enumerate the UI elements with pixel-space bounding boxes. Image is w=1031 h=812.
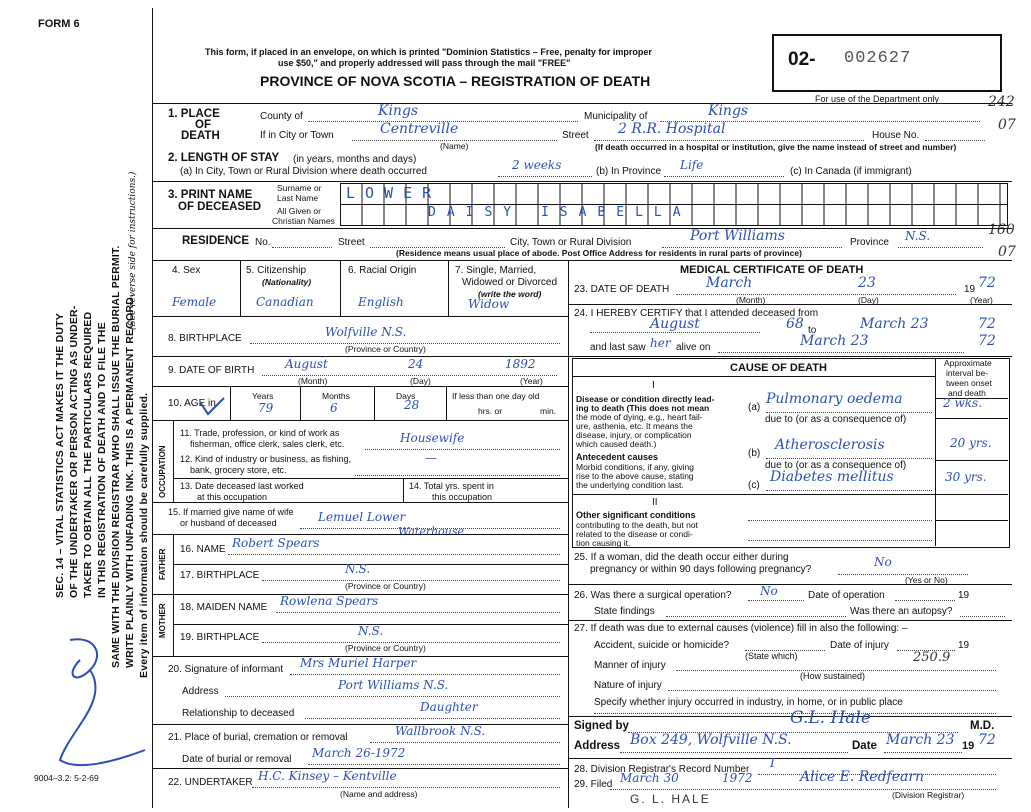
cause-a-label: (a) (748, 402, 761, 413)
death-year: 72 (978, 275, 996, 291)
place-label-3: DEATH (181, 130, 220, 142)
side-instruction-4: IN THIS REGISTRATION OF DEATH AND TO FILE THE (96, 322, 108, 598)
residence-city-label: City, Town or Rural Division (510, 237, 632, 248)
physician-address-label: Address (574, 740, 621, 752)
q17-label: 17. BIRTHPLACE (180, 570, 260, 581)
name-label-1: 3. PRINT NAME (168, 189, 253, 201)
side-instruction-3: TAKER TO OBTAIN ALL THE PARTICULARS REQUIRED (82, 311, 94, 598)
q11a: 11. Trade, profession, or kind of work as (180, 428, 340, 438)
dept-code-1: 242 (988, 94, 1015, 110)
hospital-note: (If death occurred in a hospital or institution, give the name instead of street and number) (595, 142, 957, 152)
dept-code-2: 07 (998, 117, 1016, 133)
other-1: Other significant conditions (576, 510, 696, 520)
direct-5: disease, injury, or complication (576, 430, 692, 440)
q13b: at this occupation (197, 492, 268, 502)
filed-date: March 30 (620, 771, 679, 785)
dob-year: 1892 (505, 357, 536, 371)
interval-label-3: tween onset (946, 378, 992, 388)
spouse-label-2: or husband of deceased (180, 518, 277, 528)
mother-side-label: MOTHER (158, 603, 167, 638)
interval-label-4: and death (948, 388, 986, 398)
name-caption: (Name) (440, 141, 469, 151)
years-label: Years (252, 391, 274, 401)
pen-scribble (50, 630, 160, 780)
surname-value: LOWER (346, 184, 442, 202)
county-label: County of (260, 111, 303, 122)
state-findings: State findings (594, 606, 655, 617)
q28: 28. Division Registrar's Record Number (574, 764, 750, 775)
city-value: Centreville (380, 121, 459, 137)
q13a: 13. Date deceased last worked (180, 481, 304, 491)
burial-place: Wallbrook N.S. (395, 724, 486, 738)
q22-label: 22. UNDERTAKER (168, 777, 253, 788)
side-instruction-8: (See reverse side for instructions.) (128, 171, 138, 330)
months-label: Months (322, 391, 350, 401)
dept-code-4: 07 (998, 244, 1016, 260)
days-label: Days (396, 391, 416, 401)
birthplace-value: Wolfville N.S. (325, 325, 407, 339)
q16-label: 16. NAME (180, 544, 226, 555)
birthplace-label: 8. BIRTHPLACE (168, 333, 242, 344)
residence-no-label: No. (255, 237, 271, 248)
q21-label: 21. Place of burial, cremation or removal (168, 732, 348, 743)
interval-label-1: Approximate (944, 358, 992, 368)
death-year-prefix: 19 (964, 284, 976, 295)
min-label: min. (540, 406, 557, 416)
interval-b: 20 yrs. (950, 436, 992, 450)
dob-label: 9. DATE OF BIRTH (168, 365, 255, 376)
q26-value: No (760, 584, 778, 598)
manner-label: Manner of injury (594, 660, 666, 671)
place-label-2: OF (195, 119, 211, 131)
injury-date-label: Date of injury (830, 640, 889, 651)
stay-b-label: (b) In Province (596, 166, 662, 177)
due-to-2: due to (or as a consequence of) (765, 460, 907, 471)
registrar-caption: (Division Registrar) (892, 790, 965, 800)
side-instruction-6: WRITE PLAINLY WITH UNFADING INK. THIS IS A PERMANENT RECORD. (124, 293, 136, 668)
dob-day-caption: (Day) (410, 376, 431, 386)
q24-label: 24. I HEREBY CERTIFY that I attended deceased from (574, 308, 819, 319)
given-label-2: Christian Names (272, 216, 335, 226)
stamp-code: 250.9 (913, 650, 951, 665)
interval-a: 2 wks. (943, 396, 982, 410)
q14b: this occupation (432, 492, 493, 502)
q14a: 14. Total yrs. spent in (409, 481, 494, 491)
q29: 29. Filed (574, 779, 613, 790)
cause-a: Pulmonary oedema (766, 391, 903, 407)
attend-to-label: to (808, 325, 817, 336)
attend-to-year: 72 (978, 316, 996, 332)
marital-value: Widow (468, 297, 510, 311)
city-label: If in City or Town (260, 130, 334, 141)
due-to-1: due to (or as a consequence of) (765, 414, 907, 425)
antecedent-2: Morbid conditions, if any, giving (576, 462, 694, 472)
surname-label-1: Surname or (277, 183, 322, 193)
yes-no-caption: (Yes or No) (905, 575, 948, 585)
op-year: 19 (958, 590, 970, 601)
municipality-label: Municipality of (584, 111, 648, 122)
direct-3: the mode of dying, e.g., heart fail- (576, 412, 703, 422)
q25-value: No (874, 555, 892, 569)
county-value: Kings (378, 103, 419, 119)
q27: 27. If death was due to external causes (violence) fill in also the following: – (574, 623, 908, 634)
q12a: 12. Kind of industry or business, as fishing, (180, 454, 352, 464)
stay-a-value: 2 weeks (512, 158, 562, 172)
registrar-signature: Alice E. Redfearn (800, 769, 925, 785)
antecedent-4: the underlying condition last. (576, 480, 684, 490)
q17-caption: (Province or Country) (345, 581, 426, 591)
q20-label: 20. Signature of informant (168, 664, 284, 675)
interval-c: 30 yrs. (945, 470, 987, 484)
informant-address: Port Williams N.S. (338, 678, 449, 692)
residence-province-value: N.S. (905, 229, 931, 243)
cause-c-label: (c) (748, 480, 760, 491)
given-value: DAISY ISABELLA (428, 205, 692, 220)
printed-physician-name: G. L. HALE (630, 792, 711, 806)
signed-by-label: Signed by (574, 720, 629, 732)
last-saw-pronoun: her (650, 336, 671, 350)
cause-c: Diabetes mellitus (770, 469, 894, 485)
q19-caption: (Province or Country) (345, 643, 426, 653)
nature-label: Nature of injury (594, 680, 662, 691)
sign-date-year-prefix: 19 (962, 740, 975, 752)
physician-signature: G.L. Hale (790, 708, 871, 728)
reg-number: 002627 (844, 49, 912, 68)
sign-date-year: 72 (978, 732, 996, 748)
street-label: Street (562, 130, 589, 141)
stay-b-value: Life (680, 158, 704, 172)
dob-day: 24 (408, 357, 424, 371)
q26: 26. Was there a surgical operation? (574, 590, 732, 601)
q18-label: 18. MAIDEN NAME (180, 602, 268, 613)
q19-label: 19. BIRTHPLACE (180, 632, 260, 643)
racial-value: English (358, 295, 404, 309)
death-day: 23 (858, 275, 876, 291)
attend-from-year: 68 (786, 316, 804, 332)
direct-4: ure, asthenia, etc. It means the (576, 421, 693, 431)
sign-date: March 23 (886, 732, 955, 748)
stay-sub: (in years, months and days) (293, 154, 417, 165)
filed-year: 1972 (722, 771, 753, 785)
residence-province-label: Province (850, 237, 889, 248)
sex-value: Female (172, 295, 217, 309)
op-date-label: Date of operation (808, 590, 885, 601)
spouse-label-1: 15. If married give name of wife (168, 507, 294, 517)
side-instruction-7: Every item of information should be carefully supplied. (138, 392, 150, 678)
q23-label: 23. DATE OF DEATH (574, 284, 670, 295)
attend-from: August (650, 316, 700, 332)
stay-a-label: (a) In City, Town or Rural Division where death occurred (180, 166, 427, 177)
municipality-value: Kings (708, 103, 749, 119)
antecedent-1: Antecedent causes (576, 452, 659, 462)
residence-street-label: Street (338, 237, 365, 248)
hrs-label: hrs. or (478, 406, 503, 416)
death-year-caption: (Year) (970, 295, 993, 305)
direct-1: Disease or condition directly lead- (576, 394, 715, 404)
citizenship-label: 5. Citizenship (246, 265, 307, 276)
antecedent-3: rise to the above cause, stating (576, 471, 694, 481)
relationship-value: Daughter (420, 700, 478, 714)
section-ii: II (652, 497, 658, 508)
cause-b: Atherosclerosis (775, 437, 885, 453)
informant-signature: Mrs Muriel Harper (300, 656, 417, 670)
cause-b-label: (b) (748, 448, 761, 459)
residence-label: RESIDENCE (182, 235, 250, 247)
relationship-label: Relationship to deceased (182, 708, 295, 719)
direct-2: ing to death (This does not mean (576, 403, 710, 413)
q17-value: N.S. (345, 562, 371, 576)
q28-value: I (770, 756, 775, 770)
page-title: PROVINCE OF NOVA SCOTIA – REGISTRATION OF DEATH (260, 73, 651, 89)
other-3: related to the disease or condi- (576, 529, 693, 539)
father-side-label: FATHER (158, 548, 167, 580)
undertaker-caption: (Name and address) (340, 789, 418, 799)
other-2: contributing to the death, but not (576, 520, 698, 530)
occupation-side-label: OCCUPATION (158, 445, 167, 498)
q25a: 25. If a woman, did the death occur either during (574, 552, 789, 563)
sex-label: 4. Sex (172, 265, 201, 276)
given-label-1: All Given or (277, 206, 321, 216)
house-label: House No. (872, 130, 920, 141)
age-label: 10. AGE in (168, 398, 216, 409)
last-saw-label: and last saw (590, 342, 646, 353)
side-instruction-1: SEC. 14 – VITAL STATISTICS ACT MAKES IT THE DUTY (54, 313, 66, 598)
injury-year: 19 (958, 640, 970, 651)
form-id: FORM 6 (38, 18, 80, 30)
dob-year-caption: (Year) (520, 376, 543, 386)
street-value: 2 R.R. Hospital (618, 121, 726, 137)
dob-month-caption: (Month) (298, 376, 328, 386)
undertaker-value: H.C. Kinsey – Kentville (258, 769, 397, 783)
attend-to: March 23 (860, 316, 929, 332)
state-which: (State which) (745, 651, 798, 661)
q12b: bank, grocery store, etc. (190, 465, 287, 475)
age-years: 79 (258, 401, 274, 415)
less-day-label: If less than one day old (452, 391, 540, 401)
registration-number-box (772, 34, 1002, 92)
sign-date-label: Date (852, 740, 877, 752)
q12-value: — (425, 451, 437, 465)
residence-note: (Residence means usual place of abode. Post Office Address for residents in rural parts of province) (396, 248, 802, 258)
death-day-caption: (Day) (858, 295, 879, 305)
mail-notice-2: use $50," and properly addressed will pass through the mail "FREE" (278, 58, 571, 68)
physician-address: Box 249, Wolfville N.S. (630, 732, 792, 748)
checkmark-icon (198, 396, 228, 418)
burial-date-label: Date of burial or removal (182, 754, 292, 765)
stay-c-label: (c) In Canada (if immigrant) (790, 166, 912, 177)
direct-6: which caused death.) (576, 439, 657, 449)
citizenship-value: Canadian (256, 295, 314, 309)
name-label-2: OF DECEASED (178, 201, 262, 213)
death-month-caption: (Month) (736, 295, 766, 305)
cause-title: CAUSE OF DEATH (730, 362, 827, 374)
burial-date: March 26-1972 (312, 746, 406, 760)
dept-use-label: For use of the Department only (815, 94, 940, 104)
q16-value: Robert Spears (232, 536, 320, 550)
form-code: 9004–3.2: 5-2-69 (34, 773, 99, 783)
nationality-caption: (Nationality) (262, 277, 312, 287)
death-month: March (706, 275, 753, 291)
medical-title: MEDICAL CERTIFICATE OF DEATH (680, 264, 864, 276)
other-4: tion causing it. (576, 538, 631, 548)
dept-code-3: 160 (988, 222, 1015, 238)
marital-label-1: 7. Single, Married, (455, 265, 537, 276)
stay-label: 2. LENGTH OF STAY (168, 152, 280, 164)
residence-city-value: Port Williams (690, 228, 785, 244)
marital-label-3: (write the word) (478, 289, 542, 299)
accident-label: Accident, suicide or homicide? (594, 640, 730, 651)
q18-value: Rowlena Spears (280, 594, 379, 608)
specify-label: Specify whether injury occurred in industry, in home, or in public place (594, 697, 903, 708)
birthplace-caption: (Province or Country) (345, 344, 426, 354)
q25b: pregnancy or within 90 days following pregnancy? (590, 564, 812, 575)
side-instruction-2: OF THE UNDERTAKER OR PERSON ACTING AS UNDER- (68, 305, 80, 598)
spouse-value-2: Waterhouse (398, 525, 465, 538)
age-months: 6 (330, 401, 338, 415)
marital-label-2: Widowed or Divorced (462, 277, 558, 288)
informant-address-label: Address (182, 686, 219, 697)
interval-label-2: interval be- (946, 368, 989, 378)
surname-label-2: Last Name (277, 193, 319, 203)
alive-year: 72 (978, 333, 996, 349)
place-label-1: 1. PLACE (168, 108, 220, 120)
q19-value: N.S. (358, 624, 384, 638)
dob-month: August (285, 357, 328, 371)
section-i: I (652, 380, 655, 391)
how-sustained: (How sustained) (800, 671, 866, 681)
spouse-value-1: Lemuel Lower (318, 510, 406, 524)
q11-value: Housewife (400, 431, 465, 445)
mail-notice-1: This form, if placed in an envelope, on which is printed "Dominion Statistics – Free, penalty for improper (205, 47, 652, 57)
md-label: M.D. (970, 720, 995, 732)
racial-label: 6. Racial Origin (348, 265, 417, 276)
age-days: 28 (404, 398, 420, 412)
alive-on-label: alive on (676, 342, 711, 353)
autopsy-label: Was there an autopsy? (850, 606, 953, 617)
side-instruction-5: SAME WITH THE DIVISION REGISTRAR WHO SHALL ISSUE THE BURIAL PERMIT. (110, 245, 122, 668)
q11b: fisherman, office clerk, sales clerk, etc. (190, 439, 345, 449)
reg-prefix: 02- (788, 49, 816, 70)
alive-date: March 23 (800, 333, 869, 349)
